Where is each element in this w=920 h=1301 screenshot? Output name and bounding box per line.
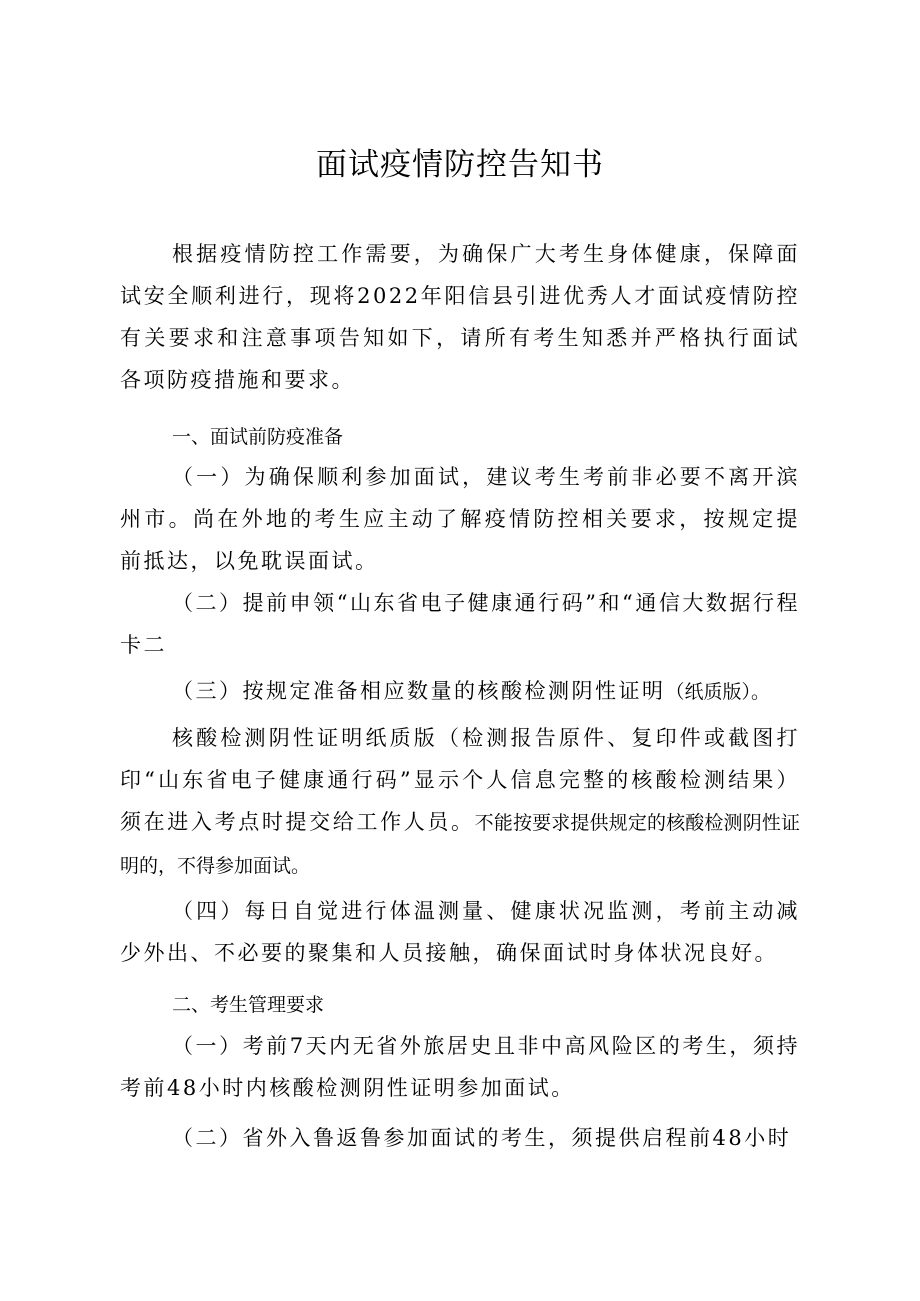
section-1-item-4: （四）每日自觉进行体温测量、健康状况监测，考前主动减少外出、不必要的聚集和人员接触，确保面试时身体状况良好。 [120, 899, 800, 965]
section-1-note-bold: 不能按要求提供规定的核酸检测阴性证明的，不得参加面试。 [120, 812, 800, 877]
section-1-item-1: （一）为确保顺利参加面试，建议考生考前非必要不离开滨州市。尚在外地的考生应主动了解疫情防控相关要求，按规定提前抵达，以免耽误面试。 [120, 465, 800, 573]
intro-paragraph: 根据疫情防控工作需要，为确保广大考生身体健康，保障面试安全顺利进行，现将2022年阳信县引进优秀人才面试疫情防控有关要求和注意事项告知如下，请所有考生知悉并严格执行面试各项防疫措施和要求。 [120, 242, 800, 392]
section-2-item-2: （二）省外入鲁返鲁参加面试的考生，须提供启程前48小时 [172, 1126, 792, 1150]
section-2-item-1: （一）考前7天内无省外旅居史且非中高风险区的考生，须持考前48小时内核酸检测阴性证明参加面试。 [120, 1034, 800, 1100]
section-1-item-3-bold: （纸质版）。 [665, 681, 771, 703]
section-1-item-3-text: （三）按规定准备相应数量的核酸检测阴性证明 [172, 679, 666, 703]
section-1-item-2: （二）提前申领“山东省电子健康通行码”和“通信大数据行程卡二 [120, 591, 800, 657]
section-2-heading: 二、考生管理要求 [172, 994, 325, 1016]
section-1-item-3 [120, 670, 800, 713]
section-1-note [120, 717, 800, 887]
document-title: 面试疫情防控告知书 [316, 147, 604, 183]
section-1-heading: 一、面试前防疫准备 [172, 426, 344, 448]
section-1-note-text: 核酸检测阴性证明纸质版（检测报告原件、复印件或截图打印“山东省电子健康通行码”显示个人信息完整的核酸检测结果）须在进入考点时提交给工作人员。 [120, 726, 800, 834]
